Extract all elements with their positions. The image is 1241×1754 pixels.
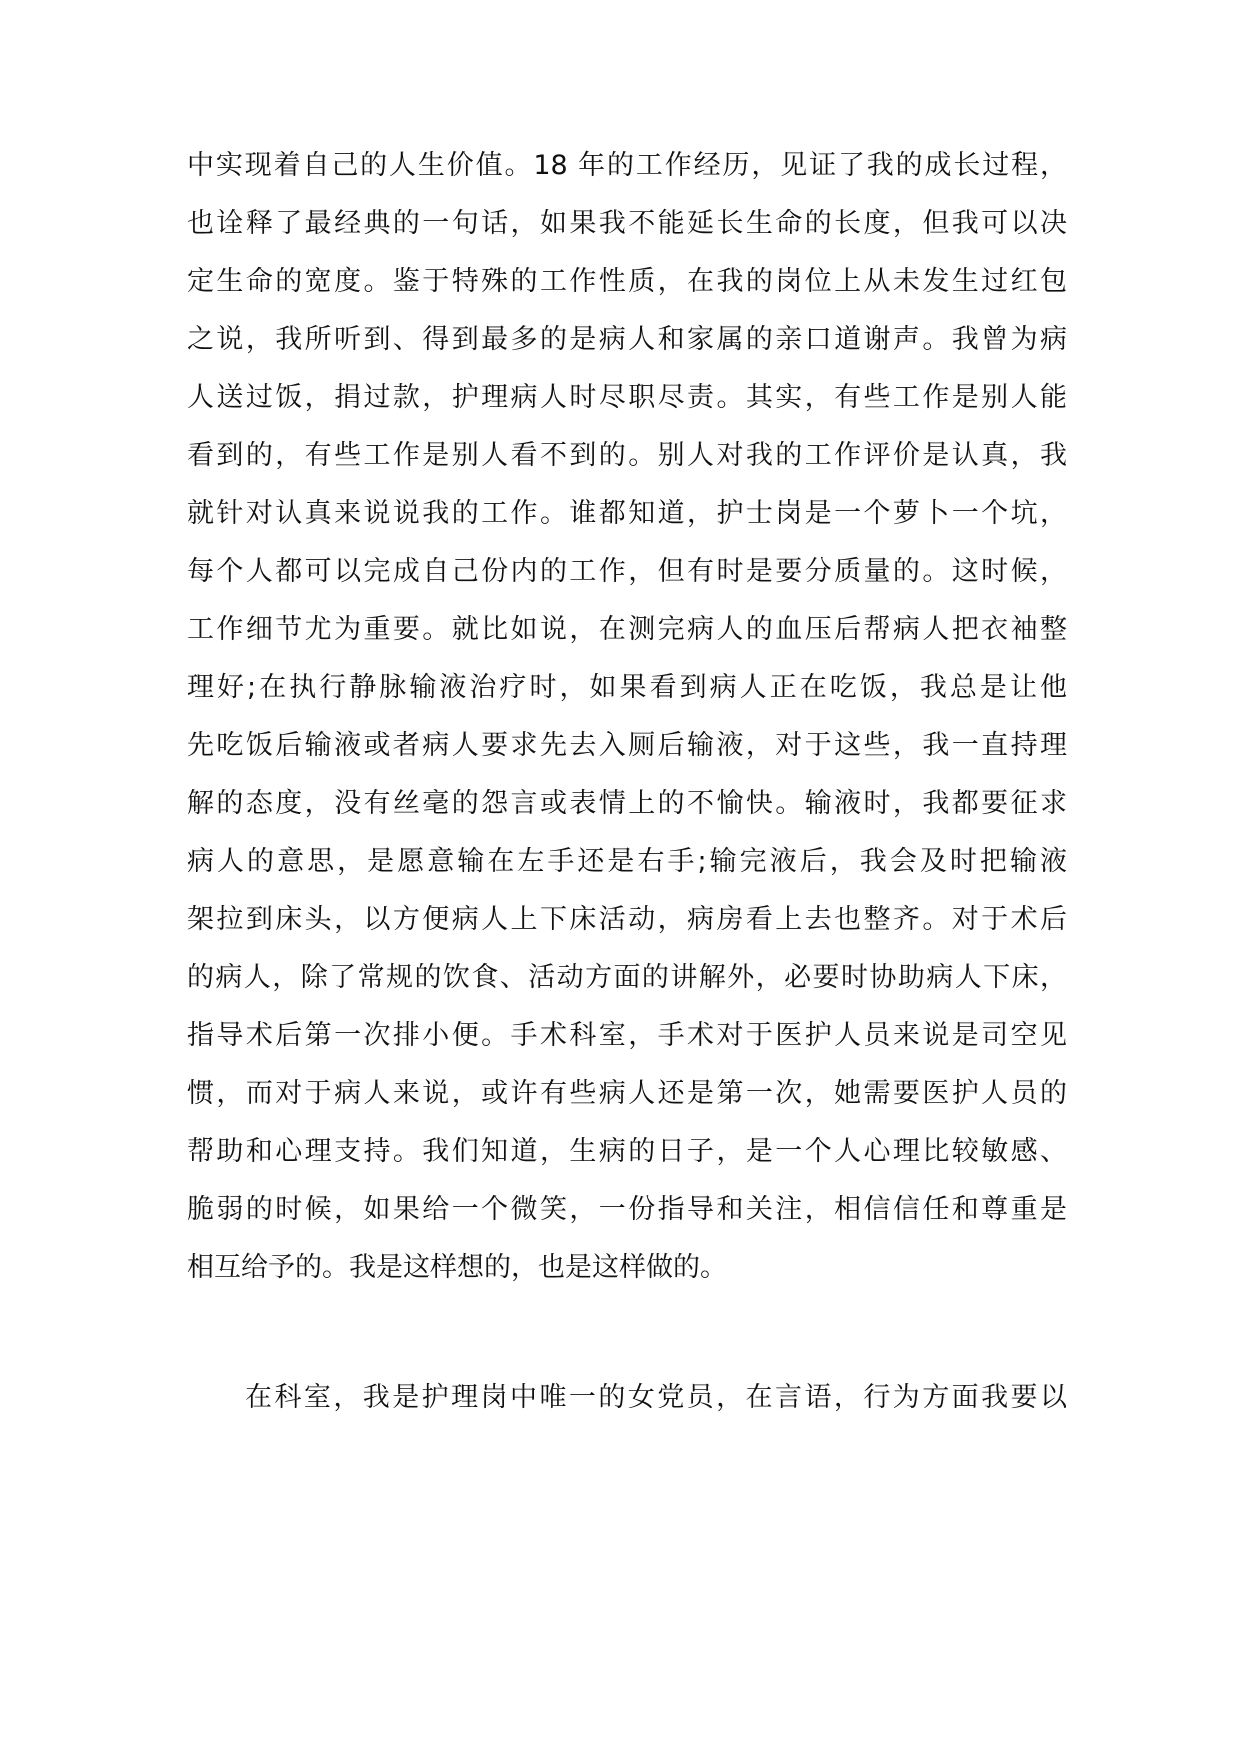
text-line: 中实现着自己的人生价值。18 年的工作经历，见证了我的成长过程，	[187, 150, 1067, 181]
text-line: 先吃饭后输液或者病人要求先去入厕后输液，对于这些，我一直持理	[187, 730, 1067, 761]
text-line: 相互给予的。我是这样想的，也是这样做的。	[187, 1252, 727, 1283]
text-line: 架拉到床头，以方便病人上下床活动，病房看上去也整齐。对于术后	[187, 904, 1067, 935]
text-line: 理好;在执行静脉输液治疗时，如果看到病人正在吃饭，我总是让他	[187, 672, 1067, 703]
text-line: 惯，而对于病人来说，或许有些病人还是第一次，她需要医护人员的	[187, 1078, 1067, 1109]
text-line: 脆弱的时候，如果给一个微笑，一份指导和关注，相信信任和尊重是	[187, 1194, 1067, 1225]
text-line: 就针对认真来说说我的工作。谁都知道，护士岗是一个萝卜一个坑，	[187, 498, 1067, 529]
text-line: 病人的意思，是愿意输在左手还是右手;输完液后，我会及时把输液	[187, 846, 1067, 877]
text-line: 看到的，有些工作是别人看不到的。别人对我的工作评价是认真，我	[187, 440, 1067, 471]
text-line: 工作细节尤为重要。就比如说，在测完病人的血压后帮病人把衣袖整	[187, 614, 1067, 645]
text-line: 人送过饭，捐过款，护理病人时尽职尽责。其实，有些工作是别人能	[187, 382, 1067, 413]
text-line: 也诠释了最经典的一句话，如果我不能延长生命的长度，但我可以决	[187, 208, 1067, 239]
text-line: 帮助和心理支持。我们知道，生病的日子，是一个人心理比较敏感、	[187, 1136, 1067, 1167]
text-line: 每个人都可以完成自己份内的工作，但有时是要分质量的。这时候，	[187, 556, 1067, 587]
text-line: 定生命的宽度。鉴于特殊的工作性质，在我的岗位上从未发生过红包	[187, 266, 1067, 297]
text-line: 的病人，除了常规的饮食、活动方面的讲解外，必要时协助病人下床，	[187, 962, 1067, 993]
text-line: 解的态度，没有丝毫的怨言或表情上的不愉快。输液时，我都要征求	[187, 788, 1067, 819]
text-line: 在科室，我是护理岗中唯一的女党员，在言语，行为方面我要以	[245, 1382, 1067, 1413]
text-line: 指导术后第一次排小便。手术科室，手术对于医护人员来说是司空见	[187, 1020, 1067, 1051]
text-line: 之说，我所听到、得到最多的是病人和家属的亲口道谢声。我曾为病	[187, 324, 1067, 355]
